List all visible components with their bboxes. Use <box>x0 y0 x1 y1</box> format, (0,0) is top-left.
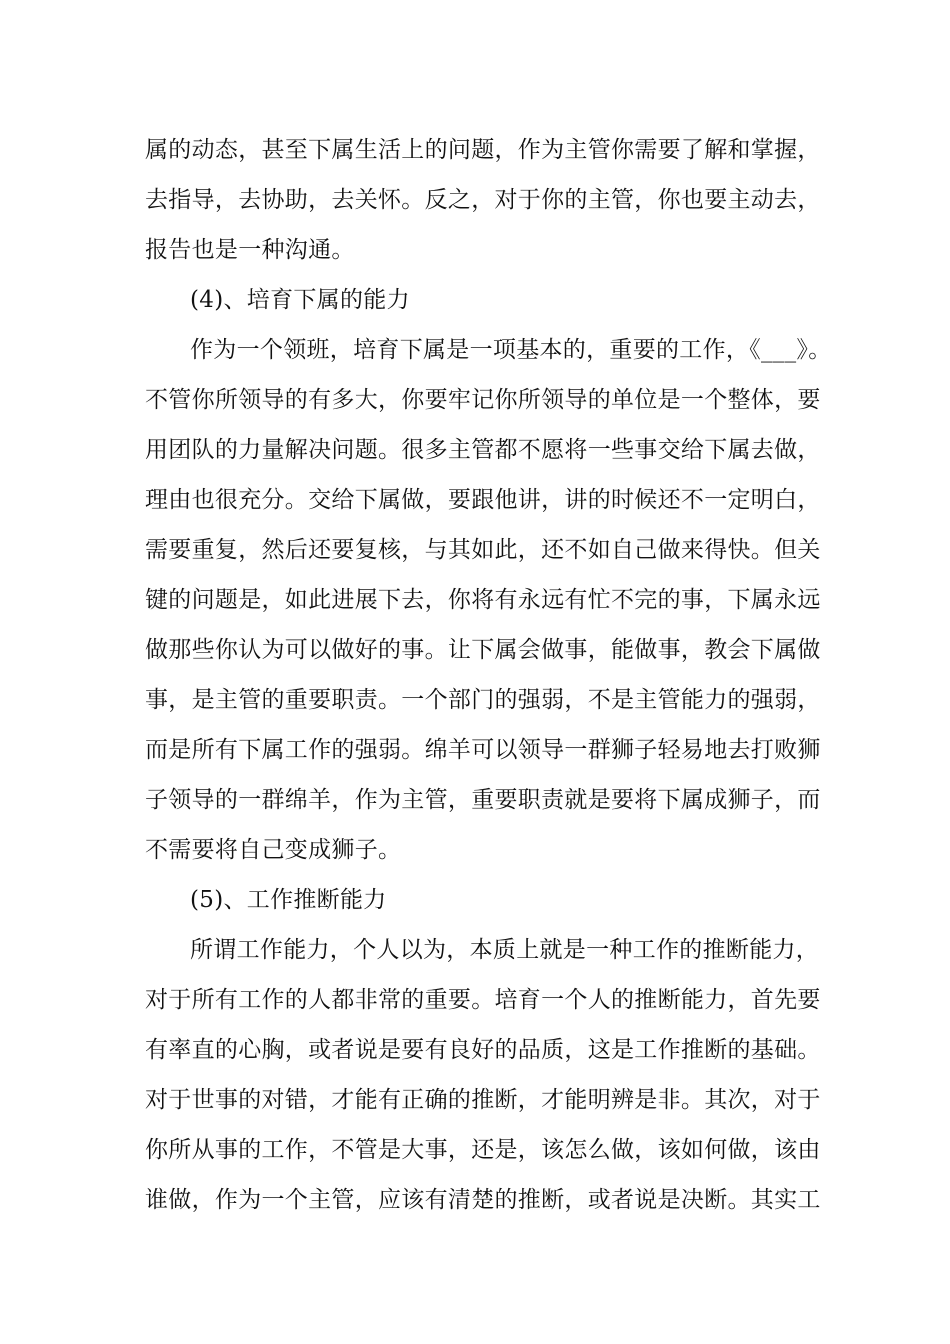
paragraph-line: 不管你所领导的有多大，你要牢记你所领导的单位是一个整体，要 <box>145 387 821 413</box>
paragraph-line: 去指导，去协助，去关怀。反之，对于你的主管，你也要主动去， <box>145 187 821 213</box>
paragraph-line: 谁做，作为一个主管，应该有清楚的推断，或者说是决断。其实工 <box>145 1187 821 1213</box>
section-heading-4: (4)、培育下属的能力 <box>190 287 410 313</box>
paragraph-line: 做那些你认为可以做好的事。让下属会做事，能做事，教会下属做 <box>145 637 821 663</box>
section-heading-5: (5)、工作推断能力 <box>190 887 387 913</box>
paragraph-line: 你所从事的工作，不管是大事，还是，该怎么做，该如何做，该由 <box>145 1137 821 1163</box>
paragraph-line: 而是所有下属工作的强弱。绵羊可以领导一群狮子轻易地去打败狮 <box>145 737 821 763</box>
paragraph-line: 属的动态，甚至下属生活上的问题，作为主管你需要了解和掌握， <box>145 137 821 163</box>
paragraph-line: 报告也是一种沟通。 <box>145 237 355 263</box>
paragraph-line: 理由也很充分。交给下属做，要跟他讲，讲的时候还不一定明白， <box>145 487 821 513</box>
paragraph-line: 不需要将自己变成狮子。 <box>145 837 402 863</box>
paragraph-line: 事，是主管的重要职责。一个部门的强弱，不是主管能力的强弱， <box>145 687 821 713</box>
paragraph-line: 键的问题是，如此进展下去，你将有永远有忙不完的事，下属永远 <box>145 587 821 613</box>
paragraph-line: 子领导的一群绵羊，作为主管，重要职责就是要将下属成狮子，而 <box>145 787 821 813</box>
paragraph-line: 用团队的力量解决问题。很多主管都不愿将一些事交给下属去做， <box>145 437 821 463</box>
paragraph-line: 有率直的心胸，或者说是要有良好的品质，这是工作推断的基础。 <box>145 1037 821 1063</box>
paragraph-line: 对于所有工作的人都非常的重要。培育一个人的推断能力，首先要 <box>145 987 821 1013</box>
paragraph-line: 作为一个领班，培育下属是一项基本的，重要的工作，《___》。 <box>190 337 832 363</box>
paragraph-line: 所谓工作能力，个人以为，本质上就是一种工作的推断能力， <box>190 937 820 963</box>
paragraph-line: 对于世事的对错，才能有正确的推断，才能明辨是非。其次，对于 <box>145 1087 821 1113</box>
paragraph-line: 需要重复，然后还要复核，与其如此，还不如自己做来得快。但关 <box>145 537 821 563</box>
